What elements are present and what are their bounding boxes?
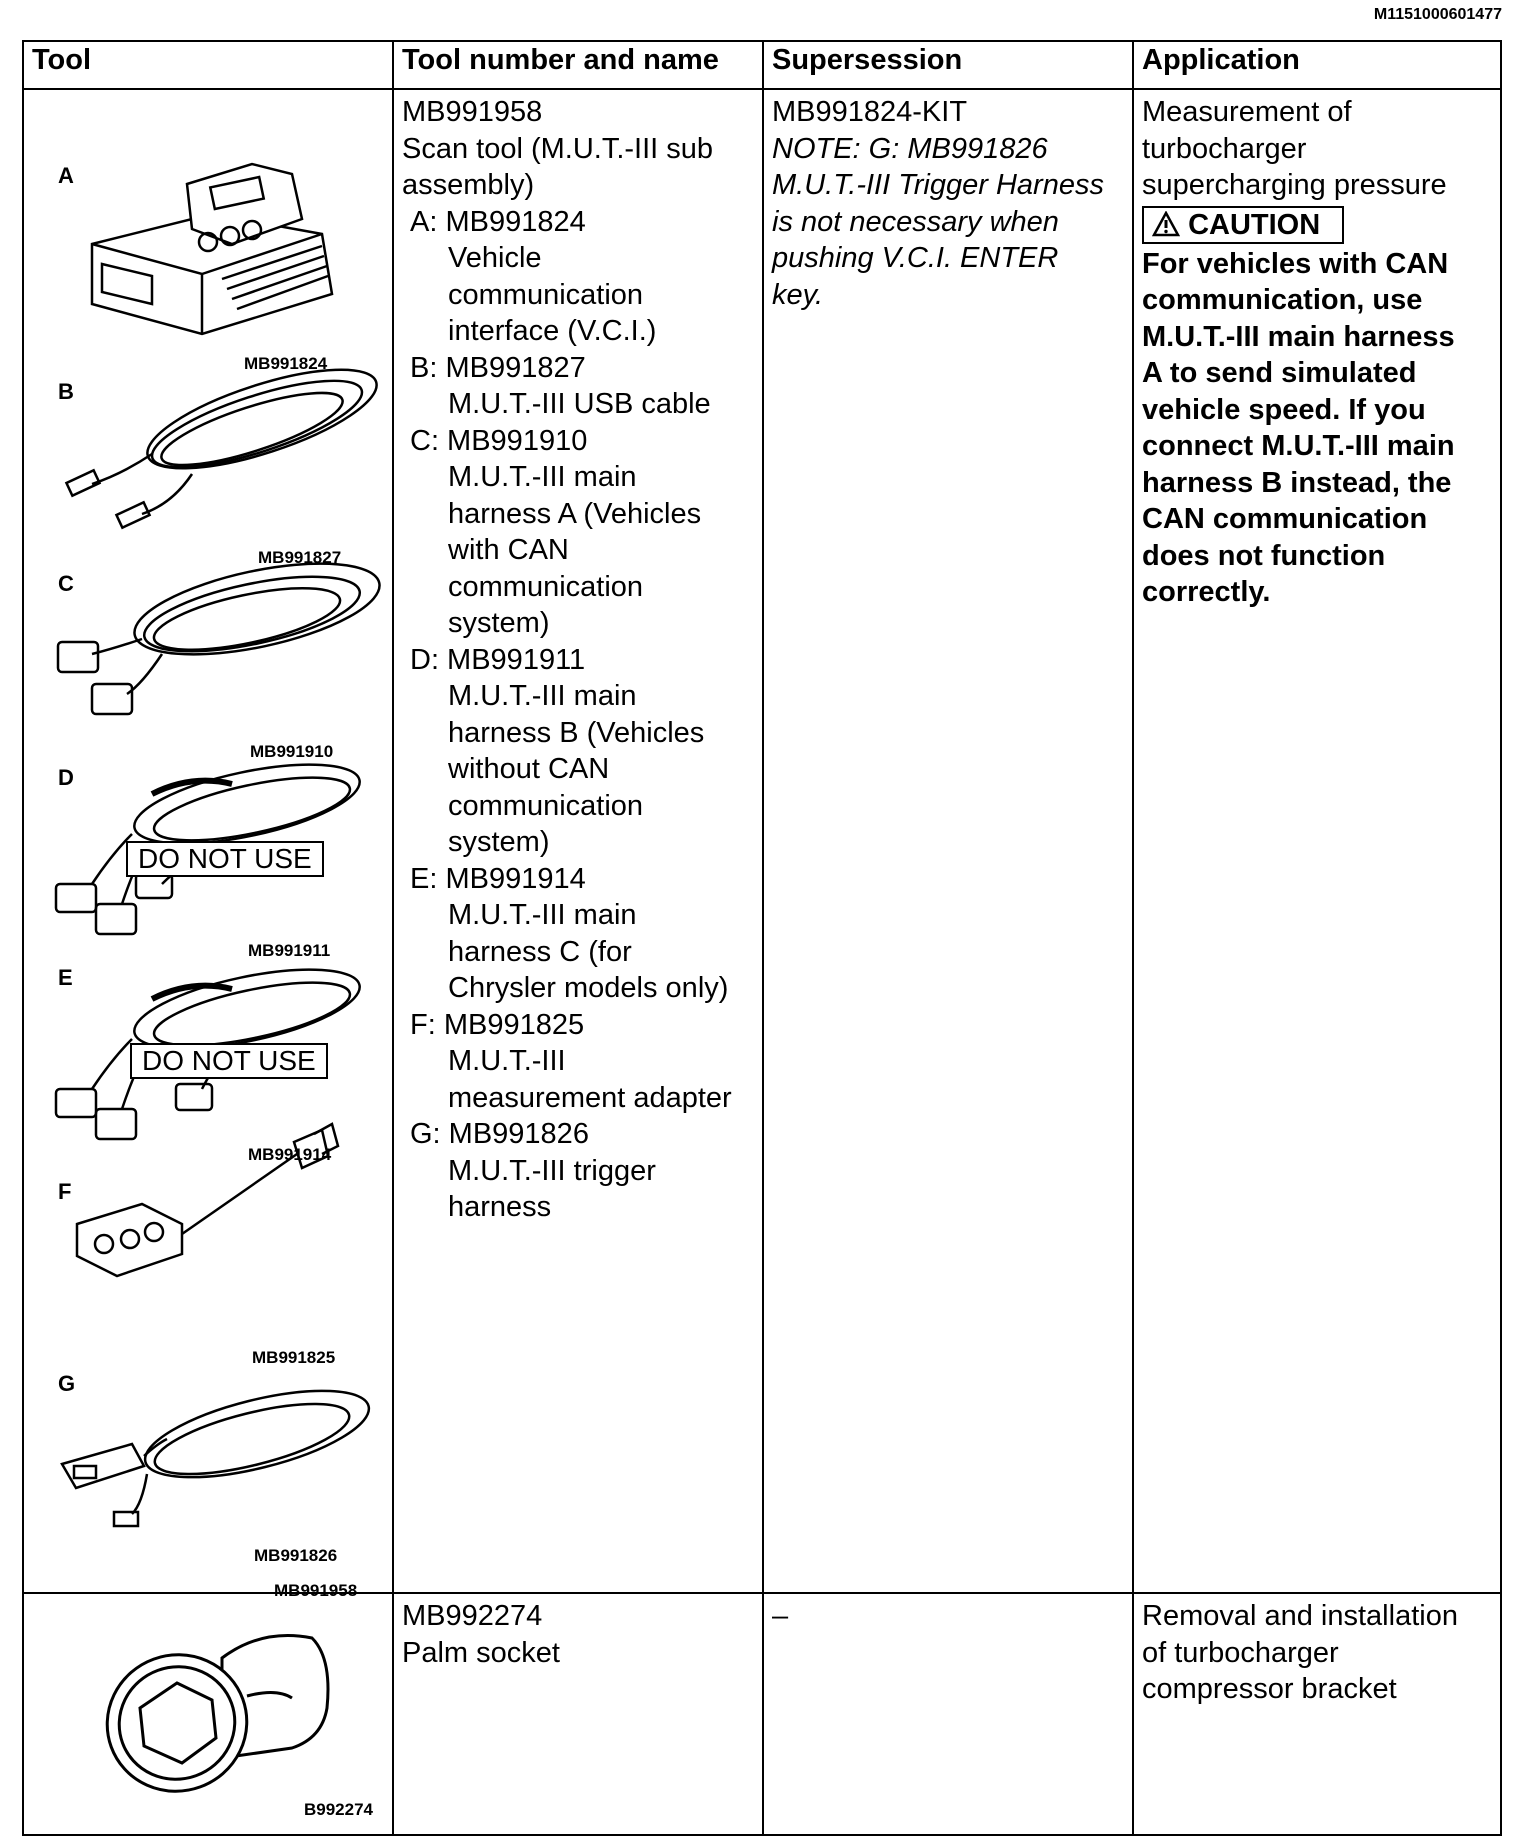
tool-name-line: Scan tool (M.U.T.-III sub [402,132,714,165]
application-cell [1133,1593,1501,1835]
figure-part-b: MB991827 [258,548,342,567]
supersession-value: MB991824-KIT [772,96,968,128]
figure-part-f: MB991825 [252,1348,336,1367]
supersession-value: – [772,1600,789,1632]
figure-part-d: MB991911 [248,941,331,960]
table-row [23,1593,1501,1835]
figure-part-c: MB991910 [250,742,334,761]
header-tool: Tool [23,41,393,89]
note-line: pushing V.C.I. ENTER [772,242,1059,274]
component-code-a: A: MB991824 [410,205,586,238]
component-desc: M.U.T.-III [448,1045,566,1077]
component-desc: M.U.T.-III main [448,680,637,712]
tool-figure-cell [23,89,393,1600]
application-line: Measurement of [1142,96,1352,128]
caution-box [1142,206,1344,244]
note-line: key. [772,278,824,311]
component-desc: Chrysler models only) [448,972,729,1004]
special-tools-table [22,40,1502,1836]
figure-part-a: MB991824 [244,354,328,373]
caution-line: harness B instead, the [1142,466,1452,499]
header-row [23,41,1501,89]
figure-letter-f: F [58,1179,72,1204]
application-line: Removal and installation [1142,1600,1458,1632]
component-desc: system) [448,826,550,858]
caution-line: correctly. [1142,576,1271,608]
warning-triangle-icon [1152,211,1180,237]
component-desc: system) [448,607,550,639]
component-desc: harness C (for [448,935,632,968]
caution-line: CAN communication [1142,503,1428,535]
component-code-f: F: MB991825 [410,1008,585,1041]
figure-part-g: MB991826 [254,1546,338,1565]
component-code-b: B: MB991827 [410,351,586,384]
component-code-d: D: MB991911 [410,643,586,676]
component-desc: harness A (Vehicles [448,497,702,530]
caution-line: connect M.U.T.-III main [1142,430,1455,462]
figure-part-e: MB991914 [248,1145,332,1164]
component-code-c: C: MB991910 [410,424,588,457]
component-desc: measurement adapter [448,1081,732,1114]
supersession-cell [763,89,1133,1593]
mut-iii-figure [32,94,398,1600]
table-row [23,89,1501,1593]
caution-line: communication, use [1142,284,1423,316]
vci-unit-drawing [92,164,332,334]
header-supersession: Supersession [763,41,1133,89]
component-desc: M.U.T.-III main [448,899,637,931]
figure-letter-a: A [58,163,74,188]
tool-figure-cell [23,1593,393,1835]
tool-number: MB992274 [402,1600,543,1632]
component-desc: interface (V.C.I.) [448,315,657,347]
application-line: of turbocharger [1142,1636,1339,1669]
caution-line: A to send simulated [1142,357,1417,389]
application-line: compressor bracket [1142,1673,1397,1705]
figure-letter-g: G [58,1371,76,1396]
tool-number-name-cell [393,89,763,1593]
caution-line: vehicle speed. If you [1142,393,1426,426]
caution-line: does not function [1142,539,1386,572]
component-desc: M.U.T.-III trigger [448,1154,656,1187]
component-desc: communication [448,278,644,311]
figure-part-palm-socket: B992274 [304,1800,374,1819]
caution-line: For vehicles with CAN [1142,247,1449,280]
application-cell [1133,89,1501,1593]
component-desc: M.U.T.-III main [448,461,637,493]
header-application: Application [1133,41,1501,89]
document-id: M1151000601477 [1373,6,1502,23]
component-code-e: E: MB991914 [410,862,586,895]
caution-line: M.U.T.-III main harness [1142,320,1455,353]
application-line: turbocharger [1142,132,1307,165]
note-line: NOTE: G: MB991826 [772,132,1048,165]
figure-set-number: MB991958 [274,1581,358,1600]
component-desc: communication [448,789,644,822]
component-desc: harness B (Vehicles [448,716,705,749]
component-desc: without CAN [448,753,610,785]
application-line: supercharging pressure [1142,169,1447,201]
component-desc: M.U.T.-III USB cable [448,388,711,420]
component-desc: harness [448,1191,552,1223]
do-not-use-stamp-e: DO NOT USE [130,1043,328,1079]
caution-label: CAUTION [1188,208,1321,241]
usb-cable-drawing [66,350,386,528]
component-code-g: G: MB991826 [410,1118,589,1150]
tool-number: MB991958 [402,96,543,128]
component-desc: communication [448,570,644,603]
tool-name: Palm socket [402,1636,560,1669]
figure-letter-e: E [58,965,73,990]
note-line: is not necessary when [772,205,1059,238]
figure-letter-b: B [58,379,74,404]
tool-number-name-cell [393,1593,763,1835]
component-desc: Vehicle [448,242,542,274]
figure-letter-d: D [58,765,74,790]
component-desc: with CAN [448,534,569,566]
tool-name-line: assembly) [402,169,535,201]
figure-letter-c: C [58,571,74,596]
supersession-cell [763,1593,1133,1835]
header-tool-number-name: Tool number and name [393,41,763,89]
palm-socket-figure [32,1598,398,1830]
trigger-harness-drawing [62,1373,377,1526]
do-not-use-stamp-d: DO NOT USE [126,841,324,877]
note-line: M.U.T.-III Trigger Harness [772,169,1104,201]
